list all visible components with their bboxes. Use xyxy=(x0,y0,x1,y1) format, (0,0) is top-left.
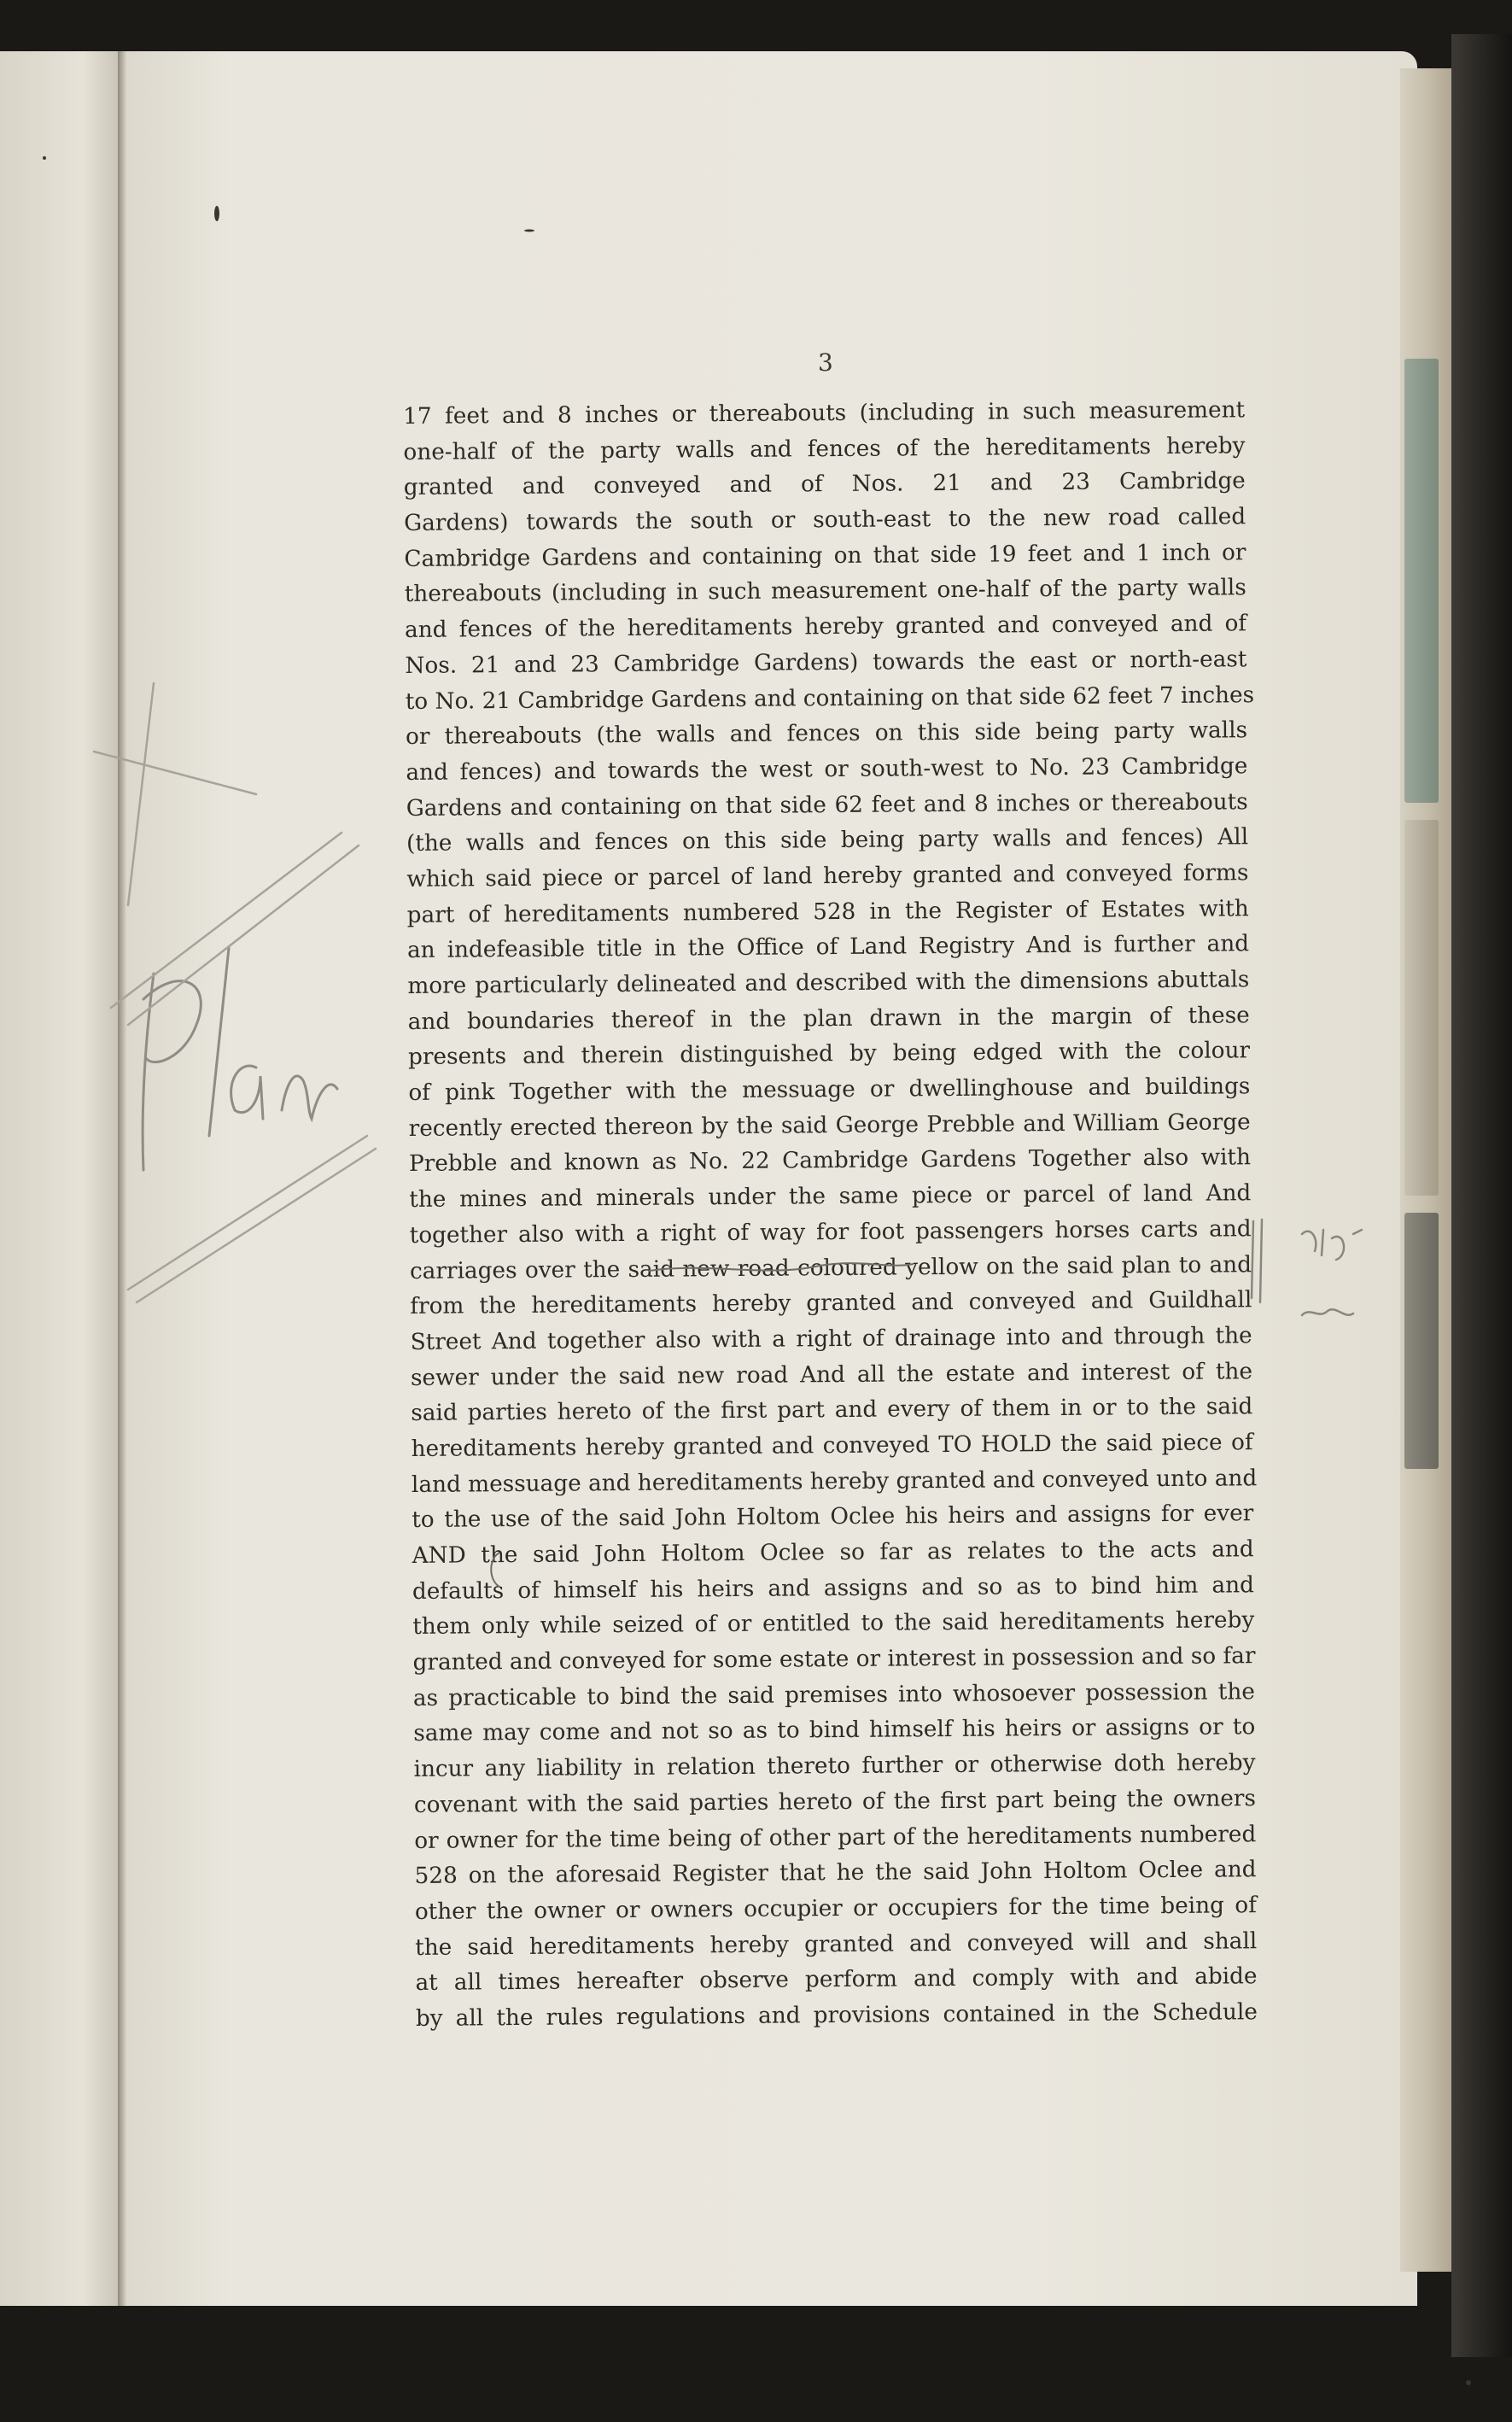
text-line: other the owner or owners occupier or occupiers for the time being of xyxy=(414,1893,1257,1925)
text-line: or thereabouts (the walls and fences on this side being party walls xyxy=(405,717,1248,751)
text-line: Nos. 21 and 23 Cambridge Gardens) towards the east or north-east xyxy=(405,646,1247,679)
edge-tab xyxy=(1404,359,1439,803)
left-page-fragment xyxy=(0,51,121,2306)
text-line: hereditaments hereby granted and conveyed TO HOLD the said piece of xyxy=(411,1430,1253,1462)
text-line: granted and conveyed and of Nos. 21 and 23 Cambridge xyxy=(403,468,1246,501)
text-line: same may come and not so as to bind himself his heirs or assigns or to xyxy=(413,1714,1256,1747)
book-gutter xyxy=(118,51,126,2306)
text-line: of pink Together with the messuage or dwellinghouse and buildings xyxy=(408,1074,1251,1107)
text-line: land messuage and hereditaments hereby granted and conveyed unto and xyxy=(411,1465,1258,1498)
text-line: covenant with the said parties hereto of the first part being the owners xyxy=(413,1786,1257,1818)
text-line: the mines and minerals under the same piece or parcel of land And xyxy=(409,1180,1252,1214)
body-text xyxy=(403,393,1258,2037)
edge-tab xyxy=(1404,820,1439,1196)
text-line: more particularly delineated and described with the dimensions abuttals xyxy=(407,967,1250,999)
text-line: at all times hereafter observe perform and comply with and abide xyxy=(415,1963,1258,1997)
text-line: 17 feet and 8 inches or thereabouts (including in such measurement xyxy=(403,397,1246,430)
text-line: 528 on the aforesaid Register that he the said John Holtom Oclee and xyxy=(414,1857,1257,1890)
page-number: 3 xyxy=(818,348,833,377)
text-line: together also with a right of way for foot passengers horses carts and xyxy=(409,1216,1252,1249)
text-line: Prebble and known as No. 22 Cambridge Gardens Together also with xyxy=(408,1144,1252,1178)
text-line: Street And together also with a right of drainage into and through the xyxy=(410,1323,1252,1355)
text-line: them only while seized of or entitled to the said hereditaments hereby xyxy=(412,1607,1255,1641)
text-line: incur any liability in relation thereto further or otherwise doth hereby xyxy=(413,1750,1256,1783)
text-line: Cambridge Gardens and containing on that side 19 feet and 1 inch or xyxy=(404,540,1246,572)
page-edge-tabs xyxy=(1404,359,1439,1469)
text-line: and boundaries thereof in the plan drawn in the margin of these xyxy=(407,1002,1250,1035)
text-line: by all the rules regulations and provisions contained in the Schedule xyxy=(415,1999,1258,2032)
text-line: carriages over the said new road coloured yellow on the said plan to and xyxy=(409,1251,1252,1284)
text-line: an indefeasible title in the Office of Land Registry And is further and xyxy=(406,931,1250,964)
text-line: the said hereditaments hereby granted and conveyed will and shall xyxy=(415,1928,1258,1961)
text-line: as practicable to bind the said premises into whosoever possession the xyxy=(412,1678,1256,1711)
text-line: to No. 21 Cambridge Gardens and containing on that side 62 feet 7 inches xyxy=(405,682,1255,715)
text-line: part of hereditaments numbered 528 in the Register of Estates with xyxy=(406,895,1249,928)
text-line: defaults of himself his heirs and assigns and so as to bind him and xyxy=(412,1571,1255,1605)
text-line: thereabouts (including in such measurement one-half of the party walls xyxy=(404,575,1246,608)
text-line: Gardens) towards the south or south-east to the new road called xyxy=(404,504,1246,537)
book-cover-edge xyxy=(1451,34,1512,2357)
text-line: (the walls and fences on this side being party walls and fences) All xyxy=(406,824,1249,857)
text-line: or owner for the time being of other part of the hereditaments numbered xyxy=(414,1821,1257,1854)
text-line: one-half of the party walls and fences of the hereditaments hereby xyxy=(403,432,1246,465)
text-line: and fences of the hereditaments hereby granted and conveyed and of xyxy=(405,611,1247,644)
text-line: Gardens and containing on that side 62 feet and 8 inches or thereabouts xyxy=(406,788,1248,822)
text-line: sewer under the said new road And all the estate and interest of the xyxy=(410,1358,1253,1391)
text-line: presents and therein distinguished by being edged with the colour xyxy=(407,1038,1251,1071)
edge-tab xyxy=(1404,1213,1439,1469)
text-line: said parties hereto of the first part and every of them in or to the said xyxy=(411,1394,1253,1427)
text-line: from the hereditaments hereby granted and conveyed and Guildhall xyxy=(410,1287,1252,1320)
text-line: recently erected thereon by the said George Prebble and William George xyxy=(408,1109,1251,1142)
text-line: which said piece or parcel of land hereby granted and conveyed forms xyxy=(406,860,1249,892)
text-line: granted and conveyed for some estate or interest in possession and so far xyxy=(412,1643,1256,1676)
text-line: to the use of the said John Holtom Oclee his heirs and assigns for ever xyxy=(412,1501,1254,1534)
text-line: and fences) and towards the west or south-west to No. 23 Cambridge xyxy=(406,753,1248,786)
text-line: AND the said John Holtom Oclee so far as relates to the acts and xyxy=(412,1536,1254,1569)
